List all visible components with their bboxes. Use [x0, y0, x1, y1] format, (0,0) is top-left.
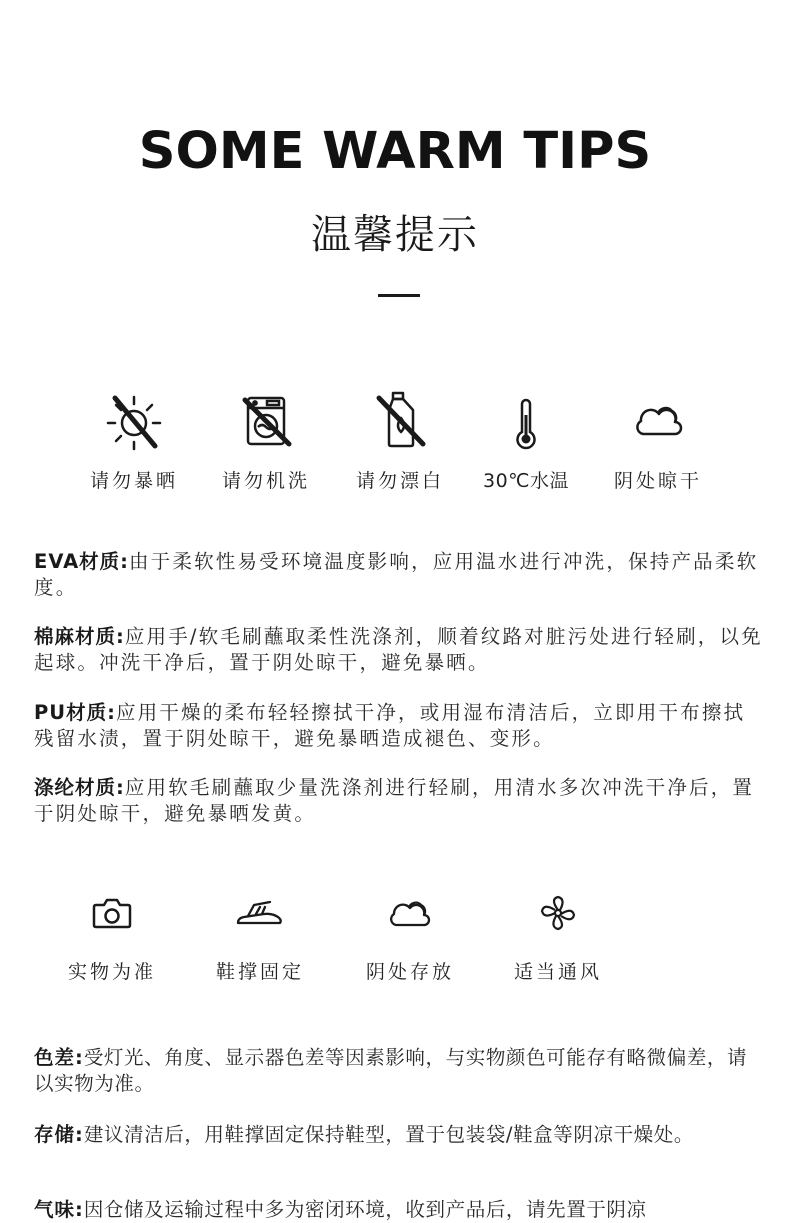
- storage-label-ventilate: 适当通风: [513, 961, 602, 983]
- note-storage: [34, 1122, 764, 1148]
- no-machine-wash-icon: [233, 388, 299, 454]
- material-eva-key: EVA材质:: [34, 550, 129, 573]
- storage-item-actual: [52, 893, 172, 984]
- storage-item-shoe-tree: [200, 893, 320, 984]
- shoe-tree-icon: [234, 893, 286, 933]
- material-cotton-linen: [34, 624, 764, 676]
- note-color-difference: [34, 1045, 764, 1097]
- cloud-icon: [625, 388, 691, 454]
- material-pu-text: 应用干燥的柔布轻轻擦拭干净，或用湿布清洁后，立即用干布擦拭残留水渍，置于阴处晾干，避免暴晒造成褪色、变形。: [34, 701, 746, 750]
- storage-label-shoe-tree: 鞋撑固定: [215, 961, 304, 983]
- storage-item-shade: [350, 893, 470, 984]
- material-polyester-text: 应用软毛刷蘸取少量洗涤剂进行轻刷，用清水多次冲洗干净后，置于阴处晾干，避免暴晒发黄。: [34, 776, 755, 825]
- note-odor: [34, 1197, 764, 1223]
- note-odor-key: 气味:: [34, 1198, 84, 1221]
- storage-label-actual: 实物为准: [67, 961, 156, 983]
- note-odor-text: 因仓储及运输过程中多为密闭环境，收到产品后，请先置于阴凉: [83, 1198, 647, 1221]
- page-title-cn: 温馨提示: [311, 212, 479, 258]
- care-label-no-bleach: 请勿漂白: [355, 470, 444, 492]
- note-color-difference-key: 色差:: [34, 1046, 84, 1069]
- cloud-icon: [386, 893, 434, 933]
- material-pu-key: PU材质:: [34, 701, 116, 724]
- care-item-no-bleach: [340, 388, 460, 493]
- storage-item-ventilate: [498, 893, 618, 984]
- material-pu: [34, 700, 764, 752]
- material-polyester: [34, 775, 764, 827]
- material-polyester-key: 涤纶材质:: [34, 776, 125, 799]
- material-cotton-linen-text: 应用手/软毛刷蘸取柔性洗涤剂，顺着纹路对脏污处进行轻刷，以免起球。冲洗干净后，置于阴处晾干，避免暴晒。: [34, 625, 763, 674]
- note-storage-key: 存储:: [34, 1123, 84, 1146]
- material-eva: [34, 549, 764, 601]
- note-storage-text: 建议清洁后，用鞋撑固定保持鞋型，置于包装袋/鞋盒等阴凉干燥处。: [83, 1123, 694, 1146]
- camera-icon: [90, 893, 134, 933]
- no-bleach-icon: [367, 388, 433, 454]
- title-divider: [378, 294, 420, 297]
- care-label-no-sun: 请勿暴晒: [89, 470, 178, 492]
- storage-label-shade: 阴处存放: [365, 961, 454, 983]
- thermometer-icon: [493, 388, 559, 454]
- fan-icon: [536, 893, 580, 933]
- page-title-en: SOME WARM TIPS: [138, 122, 652, 181]
- no-sun-icon: [101, 388, 167, 454]
- note-color-difference-text: 受灯光、角度、显示器色差等因素影响，与实物颜色可能存有略微偏差，请以实物为准。: [34, 1046, 748, 1095]
- care-item-shade-dry: [598, 388, 718, 493]
- care-item-no-machine-wash: [206, 388, 326, 493]
- care-item-no-sun: [74, 388, 194, 493]
- material-eva-text: 由于柔软性易受环境温度影响，应用温水进行冲洗，保持产品柔软度。: [34, 550, 759, 599]
- care-label-shade-dry: 阴处晾干: [613, 470, 702, 492]
- care-item-water-temp: [466, 388, 586, 493]
- care-label-no-machine-wash: 请勿机洗: [221, 470, 310, 492]
- care-label-water-temp: 30℃水温: [482, 470, 569, 492]
- material-cotton-linen-key: 棉麻材质:: [34, 625, 125, 648]
